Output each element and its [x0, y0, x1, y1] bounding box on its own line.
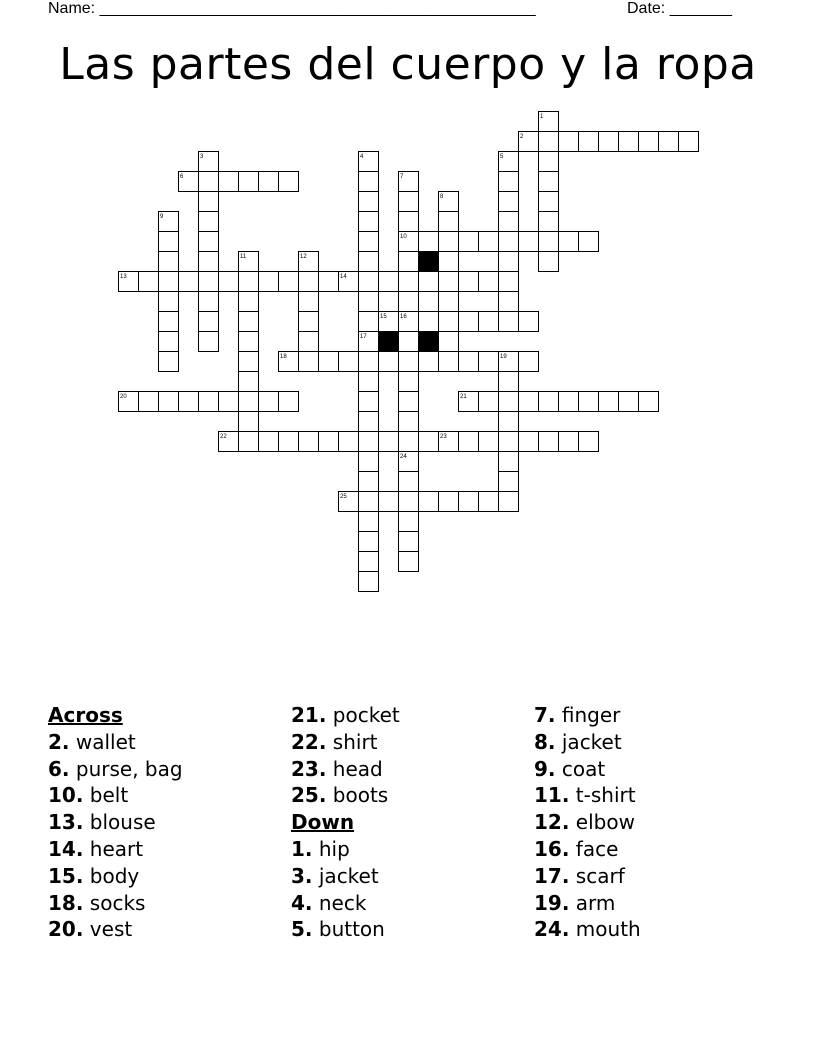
grid-cell[interactable] [499, 472, 519, 492]
grid-cell[interactable] [539, 152, 559, 172]
clue-number: 12. [534, 810, 570, 835]
clue-text: hip [318, 836, 350, 861]
clue-number: 5. [291, 917, 313, 942]
grid-cell[interactable] [219, 172, 239, 192]
clue-down-7 [534, 702, 641, 729]
grid-cell[interactable] [479, 492, 499, 512]
clue-text: elbow [575, 810, 635, 835]
grid-number: 9 [160, 214, 164, 220]
grid-number: 24 [400, 454, 407, 460]
grid-cell[interactable] [399, 292, 419, 312]
clue-text: t-shirt [575, 783, 636, 808]
clue-column-2 [291, 702, 400, 943]
grid-cell[interactable] [359, 572, 379, 592]
grid-cell[interactable] [539, 212, 559, 232]
clue-number: 3. [291, 863, 313, 888]
grid-cell[interactable] [359, 392, 379, 412]
grid-cell[interactable] [479, 232, 499, 252]
grid-number: 2 [520, 134, 524, 140]
grid-number: 25 [340, 494, 347, 500]
grid-cell[interactable] [539, 172, 559, 192]
grid-cell[interactable] [359, 372, 379, 392]
grid-cell[interactable] [499, 452, 519, 472]
grid-cell[interactable] [599, 392, 619, 412]
grid-cell[interactable] [239, 272, 259, 292]
grid-cell[interactable] [199, 212, 219, 232]
clue-across-14 [48, 836, 183, 863]
grid-number: 10 [400, 234, 407, 240]
grid-cell[interactable] [399, 532, 419, 552]
grid-cell[interactable] [299, 352, 319, 372]
grid-cell[interactable] [639, 132, 659, 152]
grid-cell[interactable] [379, 432, 399, 452]
clue-text: boots [332, 783, 389, 808]
grid-cell[interactable] [239, 372, 259, 392]
grid-number: 21 [460, 394, 467, 400]
grid-cell[interactable] [459, 232, 479, 252]
down-heading: Down [291, 810, 355, 835]
clue-across-25 [291, 782, 400, 809]
grid-cell[interactable] [539, 232, 559, 252]
grid-cell[interactable] [579, 392, 599, 412]
grid-cell[interactable] [639, 392, 659, 412]
clue-number: 1. [291, 836, 313, 861]
clue-number: 7. [534, 703, 556, 727]
grid-cell[interactable] [499, 232, 519, 252]
clue-number: 19. [534, 890, 570, 915]
grid-cell[interactable] [439, 492, 459, 512]
clue-number: 20. [48, 917, 84, 942]
clue-text: neck [318, 890, 367, 915]
grid-number: 16 [400, 314, 407, 320]
clue-number: 23. [291, 756, 327, 781]
grid-cell[interactable] [679, 132, 699, 152]
clue-number: 13. [48, 810, 84, 835]
clue-text: scarf [575, 863, 625, 888]
grid-cell[interactable] [359, 532, 379, 552]
clue-number: 25. [291, 783, 327, 808]
clue-number: 18. [48, 890, 84, 915]
clue-text: mouth [575, 917, 641, 942]
grid-cell[interactable] [479, 272, 499, 292]
grid-cell[interactable] [439, 272, 459, 292]
clue-number: 9. [534, 756, 556, 781]
clue-across-18 [48, 890, 183, 917]
clue-text: wallet [75, 729, 136, 754]
grid-cell[interactable] [239, 392, 259, 412]
date-field-label[interactable]: Date: _______ [627, 0, 732, 17]
grid-cell[interactable] [299, 432, 319, 452]
grid-cell[interactable] [439, 332, 459, 352]
grid-cell[interactable] [199, 272, 219, 292]
clue-down-8 [534, 729, 641, 756]
clue-across-15 [48, 863, 183, 890]
grid-cell[interactable] [259, 172, 279, 192]
grid-cell[interactable] [159, 352, 179, 372]
grid-cell[interactable] [499, 492, 519, 512]
grid-cell[interactable] [359, 192, 379, 212]
clue-text: head [332, 756, 383, 781]
grid-cell[interactable] [499, 412, 519, 432]
grid-number: 13 [120, 274, 127, 280]
clue-column-1 [48, 702, 183, 943]
grid-cell[interactable] [619, 392, 639, 412]
grid-cell[interactable] [399, 492, 419, 512]
black-cell [419, 332, 439, 352]
grid-cell[interactable] [499, 192, 519, 212]
clue-text: coat [561, 756, 606, 781]
grid-cell[interactable] [439, 352, 459, 372]
grid-cell[interactable] [279, 172, 299, 192]
grid-number: 11 [240, 254, 247, 260]
grid-cell[interactable] [159, 292, 179, 312]
grid-cell[interactable] [399, 332, 419, 352]
grid-cell[interactable] [399, 372, 419, 392]
grid-cell[interactable] [479, 432, 499, 452]
grid-number: 23 [440, 434, 447, 440]
grid-cell[interactable] [199, 192, 219, 212]
grid-cell[interactable] [259, 392, 279, 412]
grid-cell[interactable] [419, 352, 439, 372]
black-cell [419, 252, 439, 272]
clue-down-16 [534, 836, 641, 863]
grid-cell[interactable] [359, 472, 379, 492]
grid-cell[interactable] [359, 492, 379, 512]
grid-number: 6 [180, 174, 184, 180]
grid-cell[interactable] [579, 132, 599, 152]
grid-cell[interactable] [539, 252, 559, 272]
grid-cell[interactable] [279, 432, 299, 452]
grid-cell[interactable] [359, 512, 379, 532]
clue-across-13 [48, 809, 183, 836]
clue-down-3 [291, 863, 400, 890]
grid-cell[interactable] [379, 492, 399, 512]
clue-number: 6. [48, 756, 70, 781]
grid-cell[interactable] [359, 352, 379, 372]
grid-cell[interactable] [479, 352, 499, 372]
grid-number: 5 [500, 154, 504, 160]
clue-across-6 [48, 756, 183, 783]
grid-cell[interactable] [159, 272, 179, 292]
grid-cell[interactable] [539, 132, 559, 152]
grid-cell[interactable] [579, 432, 599, 452]
grid-cell[interactable] [199, 172, 219, 192]
grid-cell[interactable] [359, 172, 379, 192]
grid-cell[interactable] [159, 392, 179, 412]
clue-number: 10. [48, 783, 84, 808]
grid-cell[interactable] [499, 372, 519, 392]
across-heading: Across [48, 703, 123, 727]
clue-down-24 [534, 916, 641, 943]
grid-cell[interactable] [399, 192, 419, 212]
grid-cell[interactable] [399, 552, 419, 572]
grid-number: 19 [500, 354, 507, 360]
grid-cell[interactable] [419, 272, 439, 292]
grid-number: 18 [280, 354, 287, 360]
grid-cell[interactable] [439, 212, 459, 232]
clue-number: 24. [534, 917, 570, 942]
clue-text: belt [89, 783, 129, 808]
grid-cell[interactable] [279, 392, 299, 412]
grid-cell[interactable] [479, 312, 499, 332]
grid-number: 1 [540, 114, 544, 120]
grid-cell[interactable] [499, 292, 519, 312]
clue-text: pocket [332, 703, 400, 727]
grid-cell[interactable] [239, 432, 259, 452]
grid-cell[interactable] [159, 332, 179, 352]
grid-cell[interactable] [419, 432, 439, 452]
grid-cell[interactable] [359, 412, 379, 432]
page-title: Las partes del cuerpo y la ropa [59, 39, 757, 90]
clue-text: heart [89, 836, 144, 861]
grid-cell[interactable] [379, 352, 399, 372]
clue-across-23 [291, 756, 400, 783]
grid-cell[interactable] [199, 252, 219, 272]
grid-cell[interactable] [359, 252, 379, 272]
grid-cell[interactable] [239, 352, 259, 372]
grid-cell[interactable] [499, 252, 519, 272]
grid-number: 17 [360, 334, 367, 340]
grid-cell[interactable] [539, 192, 559, 212]
grid-cell[interactable] [299, 332, 319, 352]
clue-text: vest [89, 917, 133, 942]
clue-text: blouse [89, 810, 156, 835]
clue-down-9 [534, 756, 641, 783]
grid-cell[interactable] [439, 252, 459, 272]
grid-cell[interactable] [559, 132, 579, 152]
clue-down-17 [534, 863, 641, 890]
clue-number: 21. [291, 703, 327, 727]
grid-cell[interactable] [359, 232, 379, 252]
clue-number: 15. [48, 863, 84, 888]
grid-cell[interactable] [399, 392, 419, 412]
grid-number: 20 [120, 394, 127, 400]
grid-cell[interactable] [319, 352, 339, 372]
grid-cell[interactable] [239, 332, 259, 352]
grid-cell[interactable] [439, 312, 459, 332]
clue-down-19 [534, 890, 641, 917]
clue-number: 8. [534, 729, 556, 754]
grid-cell[interactable] [459, 312, 479, 332]
grid-cell[interactable] [499, 392, 519, 412]
grid-cell[interactable] [559, 232, 579, 252]
grid-cell[interactable] [139, 272, 159, 292]
clue-number: 2. [48, 729, 70, 754]
clue-text: jacket [318, 863, 379, 888]
grid-cell[interactable] [279, 272, 299, 292]
clue-number: 14. [48, 836, 84, 861]
clue-list [48, 702, 788, 952]
grid-cell[interactable] [399, 432, 419, 452]
grid-cell[interactable] [459, 432, 479, 452]
grid-cell[interactable] [399, 252, 419, 272]
grid-cell[interactable] [219, 272, 239, 292]
grid-cell[interactable] [399, 512, 419, 532]
grid-cell[interactable] [179, 272, 199, 292]
grid-cell[interactable] [539, 392, 559, 412]
grid-cell[interactable] [159, 232, 179, 252]
grid-cell[interactable] [559, 392, 579, 412]
grid-cell[interactable] [199, 292, 219, 312]
grid-cell[interactable] [539, 432, 559, 452]
grid-cell[interactable] [499, 172, 519, 192]
grid-cell[interactable] [519, 432, 539, 452]
grid-cell[interactable] [199, 332, 219, 352]
grid-cell[interactable] [399, 472, 419, 492]
clue-across-10 [48, 782, 183, 809]
grid-cell[interactable] [359, 272, 379, 292]
clue-number: 16. [534, 836, 570, 861]
clue-across-21 [291, 702, 400, 729]
grid-number: 3 [200, 154, 204, 160]
grid-cell[interactable] [239, 412, 259, 432]
clue-down-1 [291, 836, 400, 863]
clue-text: socks [89, 890, 146, 915]
grid-cell[interactable] [219, 392, 239, 412]
clue-text: shirt [332, 729, 378, 754]
grid-number: 12 [300, 254, 307, 260]
grid-cell[interactable] [459, 272, 479, 292]
clue-across-2 [48, 729, 183, 756]
grid-number: 14 [340, 274, 347, 280]
grid-cell[interactable] [239, 292, 259, 312]
grid-cell[interactable] [479, 392, 499, 412]
grid-cell[interactable] [299, 272, 319, 292]
grid-cell[interactable] [519, 352, 539, 372]
name-field-label[interactable]: Name: _________________________________________________ [48, 0, 536, 17]
clue-across-22 [291, 729, 400, 756]
grid-cell[interactable] [199, 312, 219, 332]
clue-number: 17. [534, 863, 570, 888]
grid-cell[interactable] [579, 232, 599, 252]
grid-cell[interactable] [439, 292, 459, 312]
grid-number: 15 [380, 314, 387, 320]
grid-cell[interactable] [399, 352, 419, 372]
grid-cell[interactable] [519, 232, 539, 252]
grid-cell[interactable] [519, 392, 539, 412]
grid-cell[interactable] [319, 272, 339, 292]
grid-cell[interactable] [499, 432, 519, 452]
grid-cell[interactable] [179, 392, 199, 412]
clue-across-20 [48, 916, 183, 943]
grid-cell[interactable] [199, 232, 219, 252]
grid-cell[interactable] [519, 312, 539, 332]
grid-cell[interactable] [359, 212, 379, 232]
clue-number: 22. [291, 729, 327, 754]
grid-cell[interactable] [359, 432, 379, 452]
grid-number: 4 [360, 154, 364, 160]
clue-number: 4. [291, 890, 313, 915]
clue-text: jacket [561, 729, 622, 754]
grid-cell[interactable] [359, 552, 379, 572]
grid-cell[interactable] [359, 452, 379, 472]
grid-cell[interactable] [419, 232, 439, 252]
grid-cell[interactable] [359, 292, 379, 312]
grid-cell[interactable] [619, 132, 639, 152]
grid-cell[interactable] [259, 432, 279, 452]
grid-cell[interactable] [599, 132, 619, 152]
clue-down-12 [534, 809, 641, 836]
grid-cell[interactable] [459, 492, 479, 512]
grid-cell[interactable] [299, 292, 319, 312]
grid-number: 8 [440, 194, 444, 200]
black-cell [379, 332, 399, 352]
grid-cell[interactable] [339, 432, 359, 452]
grid-cell[interactable] [659, 132, 679, 152]
grid-number: 7 [400, 174, 404, 180]
grid-cell[interactable] [319, 432, 339, 452]
clue-text: body [89, 863, 140, 888]
grid-cell[interactable] [239, 312, 259, 332]
grid-cell[interactable] [159, 252, 179, 272]
grid-cell[interactable] [339, 352, 359, 372]
grid-cell[interactable] [159, 312, 179, 332]
grid-cell[interactable] [439, 232, 459, 252]
grid-cell[interactable] [459, 352, 479, 372]
grid-cell[interactable] [299, 312, 319, 332]
clue-text: face [575, 836, 619, 861]
grid-cell[interactable] [379, 272, 399, 292]
grid-cell[interactable] [259, 272, 279, 292]
grid-number: 22 [220, 434, 227, 440]
grid-cell[interactable] [139, 392, 159, 412]
clue-down-4 [291, 890, 400, 917]
grid-cell[interactable] [199, 392, 219, 412]
grid-cell[interactable] [499, 272, 519, 292]
grid-cell[interactable] [359, 312, 379, 332]
grid-cell[interactable] [419, 492, 439, 512]
clue-column-3 [534, 702, 641, 943]
clue-text: finger [561, 703, 621, 727]
clue-text: button [318, 917, 385, 942]
clue-text: arm [575, 890, 616, 915]
grid-cell[interactable] [499, 312, 519, 332]
grid-cell[interactable] [239, 172, 259, 192]
clue-down-5 [291, 916, 400, 943]
grid-cell[interactable] [559, 432, 579, 452]
grid-cell[interactable] [399, 272, 419, 292]
clue-number: 11. [534, 783, 570, 808]
grid-cell[interactable] [419, 312, 439, 332]
grid-cell[interactable] [399, 212, 419, 232]
clue-down-11 [534, 782, 641, 809]
grid-cell[interactable] [399, 412, 419, 432]
clue-text: purse, bag [75, 756, 183, 781]
grid-cell[interactable] [499, 212, 519, 232]
